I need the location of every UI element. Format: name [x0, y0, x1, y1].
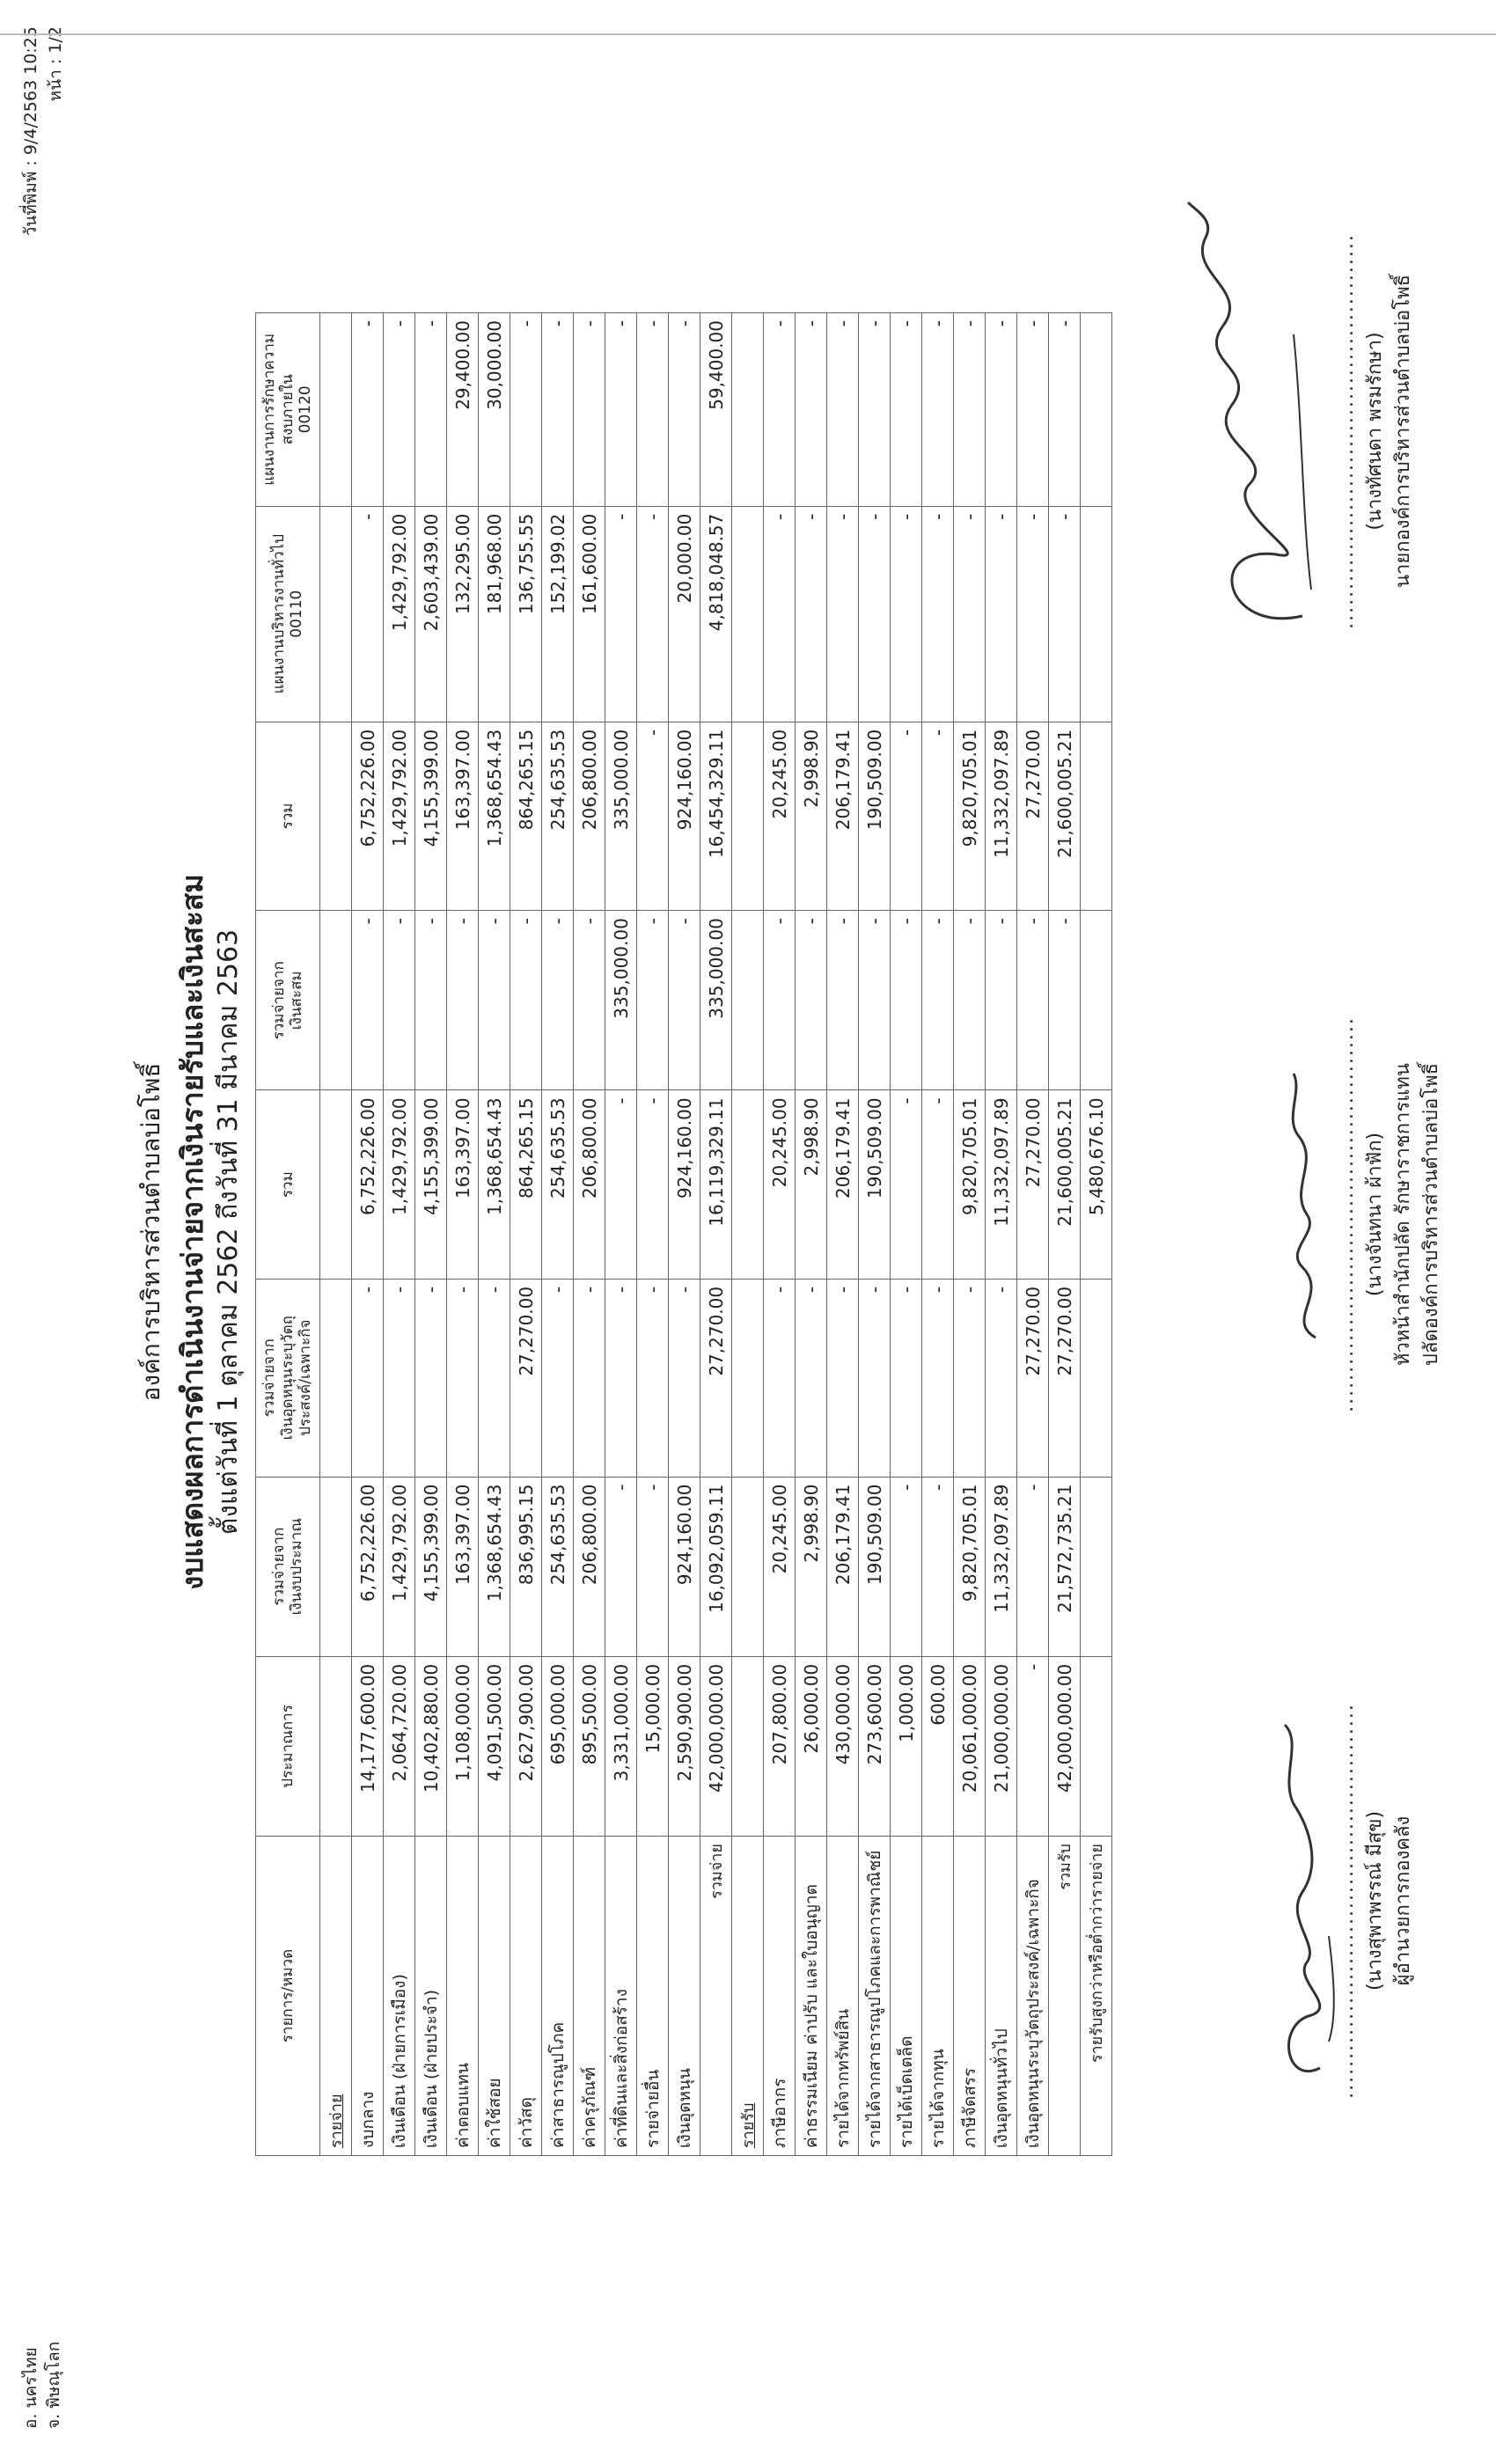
table-cell: 5,480,676.10	[1081, 1090, 1112, 1279]
table-cell: 190,509.00	[859, 1090, 891, 1279]
table-cell: -	[922, 1477, 954, 1656]
table-row	[574, 313, 605, 2156]
table-cell: -	[1017, 911, 1049, 1090]
table-row	[605, 313, 637, 2156]
table-cell: -	[352, 313, 384, 507]
empty-cell	[320, 911, 352, 1090]
table-cell: -	[764, 313, 796, 507]
table-row	[447, 313, 479, 2156]
table-row	[986, 313, 1017, 2156]
signature-center	[1333, 942, 1446, 1487]
table-cell: 20,061,000.00	[954, 1656, 986, 1836]
table-cell: -	[637, 722, 669, 910]
empty-cell	[732, 722, 764, 910]
table-cell: -	[1049, 506, 1081, 722]
row-label: รายได้จากสาธารณูปโภคและการพาณิชย์	[859, 1837, 891, 2156]
table-cell: -	[605, 506, 637, 722]
table-cell: 895,500.00	[574, 1656, 605, 1836]
table-cell: 27,270.00	[510, 1279, 542, 1477]
report-period: ตั้งแต่วันที่ 1 ตุลาคม 2562 ถึงวันที่ 31 มีนาคม 2563	[213, 928, 244, 1536]
table-cell: 2,603,439.00	[415, 506, 447, 722]
table-cell: 11,332,097.89	[986, 1477, 1017, 1656]
row-label: รายจ่ายอื่น	[637, 1837, 669, 2156]
table-cell: -	[922, 911, 954, 1090]
table-cell: -	[1049, 911, 1081, 1090]
page-number: หน้า : 1/2	[46, 26, 65, 102]
table-cell: -	[796, 911, 827, 1090]
table-cell: -	[1017, 1477, 1049, 1656]
signer-role: นายกองค์การบริหารส่วนตำบลบ่อโพธิ์	[1391, 274, 1414, 589]
table-cell: -	[669, 911, 700, 1090]
table-cell: 4,155,399.00	[415, 1477, 447, 1656]
table-cell: 27,270.00	[1049, 1279, 1081, 1477]
table-row	[384, 313, 415, 2156]
table-cell: -	[891, 1477, 922, 1656]
table-cell: 2,064,720.00	[384, 1656, 415, 1836]
table-row	[637, 313, 669, 2156]
signer-name: (นางจันทนา ผ้าฟัก)	[1363, 1132, 1386, 1297]
table-cell: -	[954, 313, 986, 507]
column-header: รวม	[256, 1090, 320, 1279]
empty-cell	[732, 506, 764, 722]
row-label: ค่าธรรมเนียม ค่าปรับ และใบอนุญาต	[796, 1837, 827, 2156]
table-row	[1049, 313, 1081, 2156]
table-cell: -	[764, 506, 796, 722]
table-cell: 4,818,048.57	[700, 506, 732, 722]
table-cell: -	[764, 1279, 796, 1477]
table-cell: -	[827, 506, 859, 722]
table-cell: -	[510, 313, 542, 507]
table-cell: 1,429,792.00	[384, 1477, 415, 1656]
table-cell: 42,000,000.00	[1049, 1656, 1081, 1836]
table-cell: 3,331,000.00	[605, 1656, 637, 1836]
table-cell: 600.00	[922, 1656, 954, 1836]
table-cell: -	[891, 722, 922, 910]
table-cell: 11,332,097.89	[986, 1090, 1017, 1279]
table-cell: 1,429,792.00	[384, 1090, 415, 1279]
empty-cell	[320, 1279, 352, 1477]
table-cell: -	[954, 506, 986, 722]
table-cell: -	[891, 1279, 922, 1477]
table-cell: -	[891, 313, 922, 507]
table-cell: -	[542, 1279, 574, 1477]
table-cell: -	[1017, 506, 1049, 722]
signer-name: (นางทัศนดา พรมรักษา)	[1363, 332, 1386, 531]
row-label: เงินอุดหนุนทั่วไป	[986, 1837, 1017, 2156]
table-cell: 207,800.00	[764, 1656, 796, 1836]
table-cell: 206,800.00	[574, 722, 605, 910]
row-label: รายได้เบ็ดเตล็ด	[891, 1837, 922, 2156]
table-row	[764, 313, 796, 2156]
table-cell: 190,509.00	[859, 1477, 891, 1656]
table-cell	[1081, 1656, 1112, 1836]
table-cell: -	[637, 506, 669, 722]
section-heading: รายจ่าย	[320, 1837, 352, 2156]
table-cell: 924,160.00	[669, 1090, 700, 1279]
table-cell: -	[922, 313, 954, 507]
table-cell: 6,752,226.00	[352, 722, 384, 910]
table-cell: 206,800.00	[574, 1090, 605, 1279]
table-cell: -	[542, 313, 574, 507]
section-row	[732, 313, 764, 2156]
table-cell: 21,572,735.21	[1049, 1477, 1081, 1656]
row-label: ค่าตอบแทน	[447, 1837, 479, 2156]
table-cell: -	[922, 506, 954, 722]
table-row	[700, 313, 732, 2156]
table-row	[415, 313, 447, 2156]
column-header: รวมจ่ายจาก เงินสะสม	[256, 911, 320, 1090]
table-cell: 695,000.00	[542, 1656, 574, 1836]
table-cell: 181,968.00	[479, 506, 510, 722]
signer-role: ผู้อำนวยการกองคลัง	[1391, 1815, 1414, 1986]
signature-line: ..................................................	[1336, 233, 1358, 629]
column-header: ประมาณการ	[256, 1656, 320, 1836]
table-row	[1017, 313, 1049, 2156]
table-cell: 163,397.00	[447, 722, 479, 910]
page-edge	[0, 23, 1496, 35]
table-cell: -	[764, 911, 796, 1090]
table-cell: 21,000,000.00	[986, 1656, 1017, 1836]
table-cell: 163,397.00	[447, 1477, 479, 1656]
table-cell: -	[574, 911, 605, 1090]
table-cell: 206,179.41	[827, 1477, 859, 1656]
table-cell	[1081, 313, 1112, 507]
table-cell: 16,119,329.11	[700, 1090, 732, 1279]
table-cell: -	[352, 911, 384, 1090]
org-title: องค์การบริหารส่วนตำบลบ่อโพธิ์	[136, 1062, 165, 1402]
table-cell: -	[384, 313, 415, 507]
table-row	[891, 313, 922, 2156]
table-cell: -	[954, 911, 986, 1090]
table-cell: -	[859, 1279, 891, 1477]
table-cell	[1081, 1279, 1112, 1477]
table-cell: -	[859, 506, 891, 722]
table-row	[827, 313, 859, 2156]
table-cell: -	[510, 911, 542, 1090]
table-cell: 864,265.15	[510, 722, 542, 910]
table-cell: 136,755.55	[510, 506, 542, 722]
table-cell: -	[605, 1090, 637, 1279]
column-header: รายการ/หมวด	[256, 1837, 320, 2156]
signature-line: ..................................................	[1336, 1703, 1358, 2099]
row-label: เงินอุดหนุน	[669, 1837, 700, 2156]
table-cell: -	[447, 1279, 479, 1477]
table-cell: 1,429,792.00	[384, 506, 415, 722]
table-cell: -	[827, 313, 859, 507]
table-cell	[1081, 1477, 1112, 1656]
table-cell: -	[415, 1279, 447, 1477]
table-cell: 9,820,705.01	[954, 1090, 986, 1279]
table-cell: 27,270.00	[700, 1279, 732, 1477]
table-cell: 2,998.90	[796, 1090, 827, 1279]
column-header: แผนงานการรักษาความ สงบภายใน 00120	[256, 313, 320, 507]
table-cell: 6,752,226.00	[352, 1090, 384, 1279]
table-cell: 161,600.00	[574, 506, 605, 722]
table-cell: -	[796, 506, 827, 722]
table-cell: -	[479, 911, 510, 1090]
table-cell	[1081, 722, 1112, 910]
table-cell: 27,270.00	[1017, 722, 1049, 910]
province-label: จ. พิษณุโลก	[44, 2341, 63, 2429]
handwritten-signature-center	[1267, 1056, 1346, 1355]
table-cell: 10,402,880.00	[415, 1656, 447, 1836]
table-cell: 30,000.00	[479, 313, 510, 507]
empty-cell	[320, 722, 352, 910]
row-label: รวมรับ	[1049, 1837, 1081, 2156]
table-cell: -	[605, 1477, 637, 1656]
row-label: รายได้จากทรัพย์สิน	[827, 1837, 859, 2156]
table-cell: 27,270.00	[1017, 1090, 1049, 1279]
empty-cell	[320, 506, 352, 722]
table-cell: 4,155,399.00	[415, 1090, 447, 1279]
table-cell: -	[986, 911, 1017, 1090]
empty-cell	[732, 1090, 764, 1279]
empty-cell	[732, 911, 764, 1090]
table-row	[859, 313, 891, 2156]
table-cell: 2,590,900.00	[669, 1656, 700, 1836]
row-label: งบกลาง	[352, 1837, 384, 2156]
table-cell: 1,368,654.43	[479, 1090, 510, 1279]
table-cell: 16,454,329.11	[700, 722, 732, 910]
table-cell: -	[827, 911, 859, 1090]
handwritten-signature-right	[1170, 194, 1338, 651]
row-label: เงินอุดหนุนระบุวัตถุประสงค์/เฉพาะกิจ	[1017, 1837, 1049, 2156]
table-cell: 254,635.53	[542, 1090, 574, 1279]
table-row	[479, 313, 510, 2156]
table-cell: 1,368,654.43	[479, 1477, 510, 1656]
row-label: รายได้จากทุน	[922, 1837, 954, 2156]
table-cell: -	[1017, 313, 1049, 507]
table-cell: -	[479, 1279, 510, 1477]
empty-cell	[732, 1656, 764, 1836]
row-label: รายรับสูงกว่าหรือต่ำกว่ารายจ่าย	[1081, 1837, 1112, 2156]
table-cell: -	[986, 1279, 1017, 1477]
table-cell: 4,091,500.00	[479, 1656, 510, 1836]
table-cell: 152,199.02	[542, 506, 574, 722]
table-cell: -	[796, 313, 827, 507]
table-cell: 20,245.00	[764, 1090, 796, 1279]
report-title: งบแสดงผลการดำเนินงานจ่ายจากเงินรายรับและเงินสะสม	[175, 874, 209, 1590]
table-cell: 15,000.00	[637, 1656, 669, 1836]
table-cell: -	[922, 1279, 954, 1477]
row-label: ค่าสาธารณูปโภค	[542, 1837, 574, 2156]
table-cell: 254,635.53	[542, 722, 574, 910]
table-cell: 206,179.41	[827, 722, 859, 910]
table-cell: 163,397.00	[447, 1090, 479, 1279]
table-cell: 206,800.00	[574, 1477, 605, 1656]
table-cell: 1,108,000.00	[447, 1656, 479, 1836]
table-row	[542, 313, 574, 2156]
signer-name: (นางสุพาพรรณ์ มีสุข)	[1363, 1810, 1386, 1991]
report-table	[255, 312, 1112, 2156]
table-cell: 335,000.00	[700, 911, 732, 1090]
signer-role-secondary: ปลัดองค์การบริหารส่วนตำบลบ่อโพธิ์	[1419, 1062, 1442, 1367]
column-header: รวม	[256, 722, 320, 910]
empty-cell	[732, 1279, 764, 1477]
table-cell: 16,092,059.11	[700, 1477, 732, 1656]
table-cell: -	[796, 1279, 827, 1477]
table-cell: -	[986, 506, 1017, 722]
row-label: เงินเดือน (ฝ่ายการเมือง)	[384, 1837, 415, 2156]
empty-cell	[320, 1656, 352, 1836]
table-cell: 2,627,900.00	[510, 1656, 542, 1836]
table-cell: 924,160.00	[669, 1477, 700, 1656]
table-header-row	[256, 313, 320, 2156]
table-row	[922, 313, 954, 2156]
section-row	[320, 313, 352, 2156]
table-cell	[1081, 911, 1112, 1090]
table-cell: -	[669, 1279, 700, 1477]
table-cell: 11,332,097.89	[986, 722, 1017, 910]
table-cell	[1081, 506, 1112, 722]
table-cell: -	[637, 313, 669, 507]
table-cell: -	[1049, 313, 1081, 507]
signature-right	[1333, 167, 1418, 695]
column-header: รวมจ่ายจาก เงินอุดหนุนระบุวัตถุ ประสงค์/เฉพาะกิจ	[256, 1279, 320, 1477]
table-cell: -	[859, 911, 891, 1090]
table-row	[510, 313, 542, 2156]
section-heading: รายรับ	[732, 1837, 764, 2156]
table-cell: -	[954, 1279, 986, 1477]
handwritten-signature-left	[1267, 1707, 1346, 2094]
row-label: เงินเดือน (ฝ่ายประจำ)	[415, 1837, 447, 2156]
table-cell: 273,600.00	[859, 1656, 891, 1836]
table-cell: -	[637, 911, 669, 1090]
table-cell: 924,160.00	[669, 722, 700, 910]
table-cell: 14,177,600.00	[352, 1656, 384, 1836]
table-cell: 20,245.00	[764, 722, 796, 910]
table-cell: 42,000,000.00	[700, 1656, 732, 1836]
row-label: ค่าที่ดินและสิ่งก่อสร้าง	[605, 1837, 637, 2156]
row-label: ภาษีจัดสรร	[954, 1837, 986, 2156]
table-cell: 335,000.00	[605, 722, 637, 910]
table-cell: 1,368,654.43	[479, 722, 510, 910]
table-cell: -	[542, 911, 574, 1090]
table-cell: 864,265.15	[510, 1090, 542, 1279]
table-cell: -	[415, 313, 447, 507]
table-cell: 190,509.00	[859, 722, 891, 910]
table-row	[1081, 313, 1112, 2156]
table-cell: -	[922, 722, 954, 910]
table-cell: -	[637, 1477, 669, 1656]
table-cell: 4,155,399.00	[415, 722, 447, 910]
table-cell: -	[669, 313, 700, 507]
table-cell: 20,245.00	[764, 1477, 796, 1656]
table-cell: -	[827, 1279, 859, 1477]
row-label: ค่าครุภัณฑ์	[574, 1837, 605, 2156]
table-cell: -	[415, 911, 447, 1090]
table-cell: 29,400.00	[447, 313, 479, 507]
signature-line: ..................................................	[1336, 1016, 1358, 1412]
empty-cell	[320, 1090, 352, 1279]
row-label: ค่าวัสดุ	[510, 1837, 542, 2156]
table-cell: -	[574, 313, 605, 507]
table-body	[320, 313, 1112, 2156]
empty-cell	[732, 313, 764, 507]
table-cell: 132,295.00	[447, 506, 479, 722]
table-cell: -	[891, 911, 922, 1090]
table-row	[669, 313, 700, 2156]
table-cell: -	[352, 506, 384, 722]
table-cell: 430,000.00	[827, 1656, 859, 1836]
table-cell: 206,179.41	[827, 1090, 859, 1279]
table-cell: -	[1017, 1656, 1049, 1836]
table-cell: -	[891, 1090, 922, 1279]
table-cell: -	[859, 313, 891, 507]
table-cell: -	[637, 1279, 669, 1477]
table-cell: 9,820,705.01	[954, 1477, 986, 1656]
row-label: ภาษีอากร	[764, 1837, 796, 2156]
table-cell: 59,400.00	[700, 313, 732, 507]
table-cell: 2,998.90	[796, 1477, 827, 1656]
table-cell: 26,000.00	[796, 1656, 827, 1836]
signer-role: หัวหน้าสำนักปลัด รักษาราชการแทน	[1391, 1063, 1414, 1366]
table-cell: -	[986, 313, 1017, 507]
table-row	[796, 313, 827, 2156]
row-label: รวมจ่าย	[700, 1837, 732, 2156]
table-cell: 6,752,226.00	[352, 1477, 384, 1656]
column-header: รวมจ่ายจาก เงินงบประมาณ	[256, 1477, 320, 1656]
table-cell: -	[922, 1090, 954, 1279]
row-label: ค่าใช้สอย	[479, 1837, 510, 2156]
table-cell: 335,000.00	[605, 911, 637, 1090]
table-cell: -	[384, 1279, 415, 1477]
table-cell: 27,270.00	[1017, 1279, 1049, 1477]
empty-cell	[320, 313, 352, 507]
district-label: อ. นครไทย	[21, 2347, 40, 2429]
table-cell: -	[574, 1279, 605, 1477]
table-cell: -	[384, 911, 415, 1090]
empty-cell	[732, 1477, 764, 1656]
table-cell: 21,600,005.21	[1049, 722, 1081, 910]
table-cell: -	[605, 313, 637, 507]
table-cell: -	[352, 1279, 384, 1477]
table-cell: -	[447, 911, 479, 1090]
table-cell: 1,000.00	[891, 1656, 922, 1836]
empty-cell	[320, 1477, 352, 1656]
table-cell: 20,000.00	[669, 506, 700, 722]
table-row	[352, 313, 384, 2156]
print-date: วันที่พิมพ์ : 9/4/2563 10:25	[21, 26, 40, 237]
table-row	[954, 313, 986, 2156]
column-header: แผนงานบริหารงานทั่วไป 00110	[256, 506, 320, 722]
table-cell: 21,600,005.21	[1049, 1090, 1081, 1279]
table-cell: 254,635.53	[542, 1477, 574, 1656]
table-cell: -	[891, 506, 922, 722]
table-cell: -	[605, 1279, 637, 1477]
table-cell: -	[637, 1090, 669, 1279]
table-cell: 836,995.15	[510, 1477, 542, 1656]
table-cell: 1,429,792.00	[384, 722, 415, 910]
table-cell: 2,998.90	[796, 722, 827, 910]
table-cell: 9,820,705.01	[954, 722, 986, 910]
